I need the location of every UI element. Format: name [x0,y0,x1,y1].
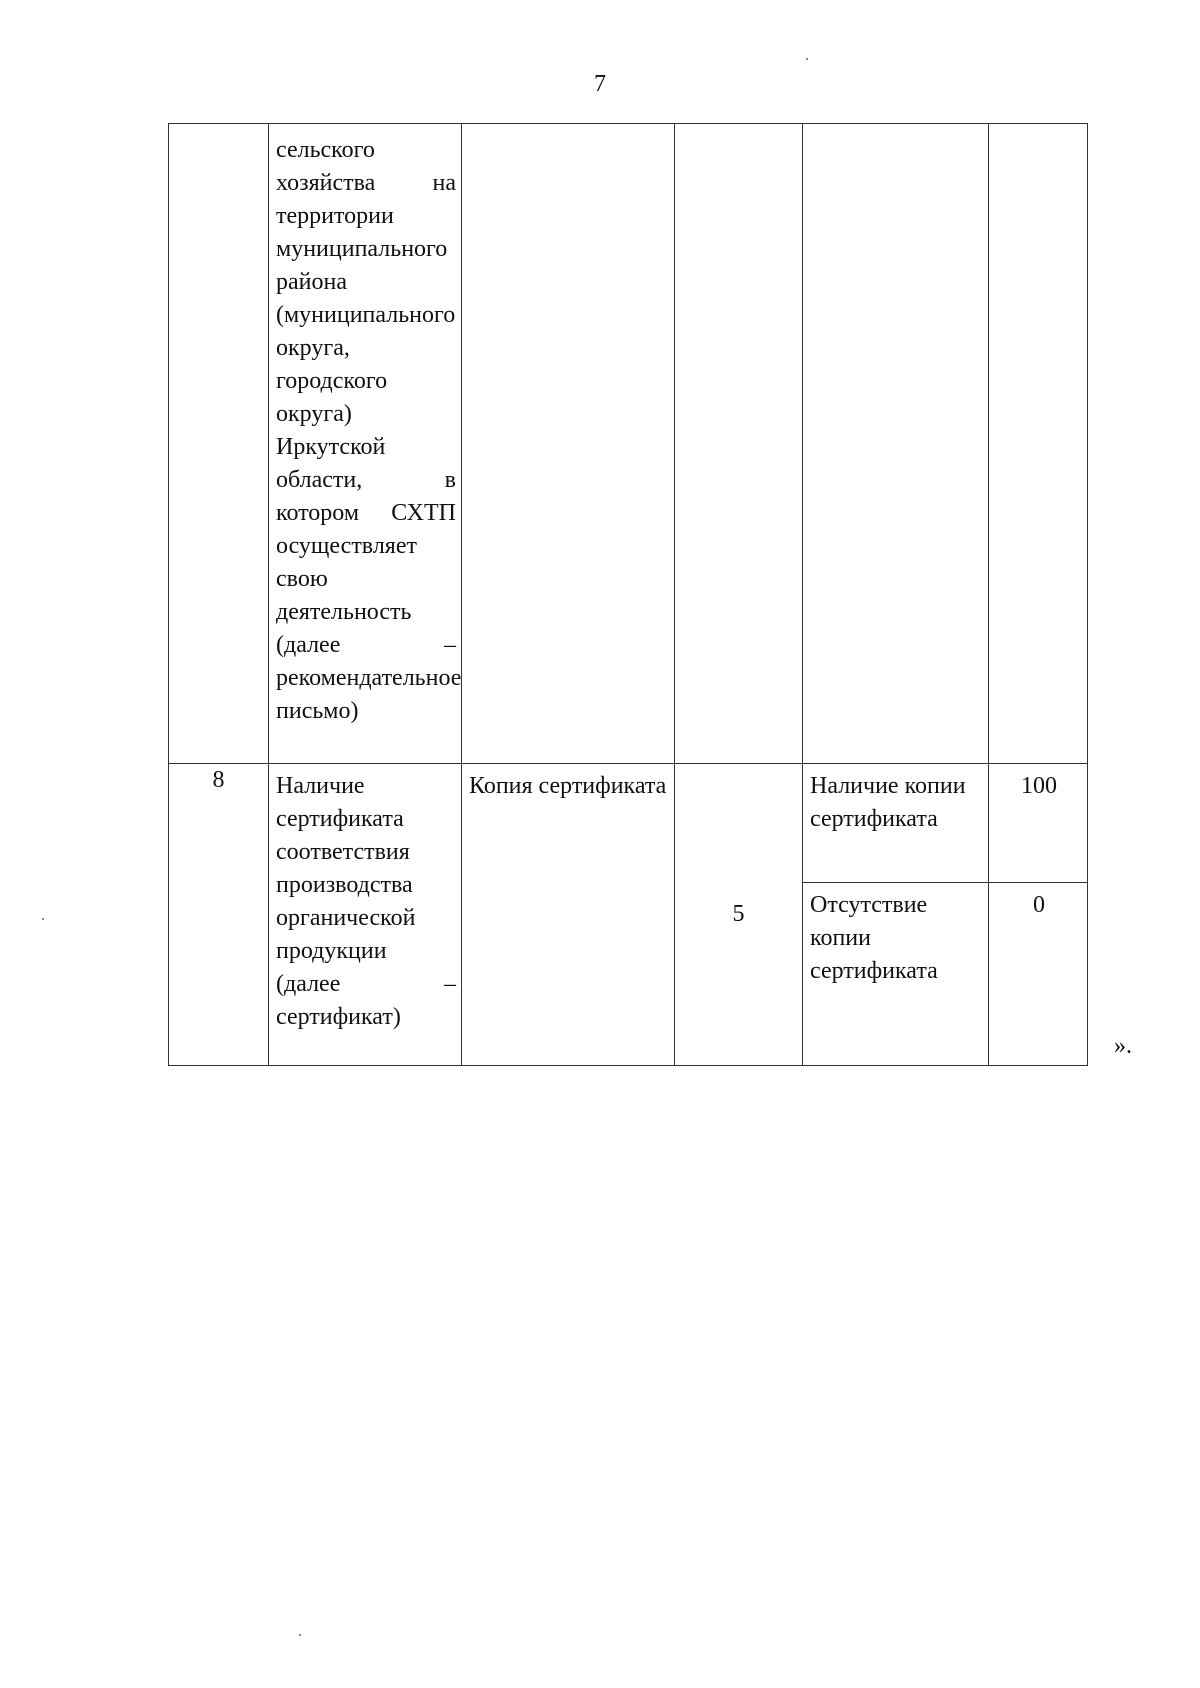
scan-speck [299,1634,301,1636]
cell-criterion-continued [269,124,462,764]
criterion-continued-text: сельского хозяйства на территории муниципального района (муниципального округа, городского округа) Иркутской области, в котором СХТП осуществляет свою деятельность (далее – рекомендательное письмо) [276,137,462,724]
cell-score-empty [989,124,1088,764]
cell-weight [675,764,803,1066]
cell-weight-empty [675,124,803,764]
cell-option-score [989,883,1088,1066]
table-row-8 [169,764,1088,883]
cell-value-empty [803,124,989,764]
cell-row-number [169,764,269,1066]
table-row-continued [169,124,1088,764]
document-text: Копия сертификата [469,773,667,799]
row-number: 8 [212,767,225,793]
weight-value: 5 [732,901,745,927]
criteria-table [168,123,1088,1066]
page-number: 7 [594,71,606,97]
closing-quote-mark: ». [1114,1033,1132,1059]
cell-document-empty [462,124,675,764]
option-value-text: Наличие копии сертификата [810,773,966,832]
cell-document [462,764,675,1066]
cell-criterion [269,764,462,1066]
scan-speck [42,918,44,920]
option-score-text: 0 [1033,892,1045,918]
criterion-text: Наличие сертификата соответствия производства органической продукции (далее – сертификат) [276,773,456,1030]
option-value-text: Отсутствие копии сертификата [810,892,938,984]
option-score-text: 100 [1021,773,1057,799]
cell-number-empty [169,124,269,764]
cell-option-value [803,883,989,1066]
scan-speck [806,58,808,60]
cell-option-value [803,764,989,883]
cell-option-score [989,764,1088,883]
